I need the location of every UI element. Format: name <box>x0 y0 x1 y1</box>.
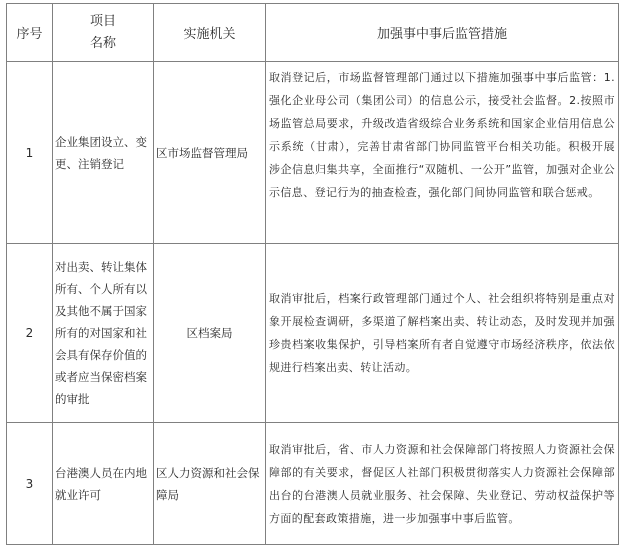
header-org: 实施机关 <box>154 4 266 62</box>
table-header-row <box>7 4 619 62</box>
row-item-name: 台港澳人员在内地就业许可 <box>53 423 154 545</box>
row-item-name: 企业集团设立、变更、注销登记 <box>53 62 154 244</box>
header-item-name-line2: 名称 <box>89 35 116 51</box>
header-measures: 加强事中事后监管措施 <box>266 4 619 62</box>
row-org: 区人力资源和社会保障局 <box>154 423 266 545</box>
row-measures: 取消登记后，市场监督管理部门通过以下措施加强事中事后监管：1.强化企业母公司（集团公司）的信息公示，接受社会监督。2.按照市场监管总局要求，升级改造省级综合业务系统和国家企业信用信息公示系统（甘肃），完善甘肃省部门协同监管平台相关功能。积极开展涉企信息归集共享，全面推行“双随机、一公开”监管，加强对企业公示信息、登记行为的抽查检查，强化部门间协同监管和联合惩戒。 <box>266 62 619 244</box>
row-seq: 1 <box>7 62 53 244</box>
table-row <box>7 62 619 244</box>
row-measures: 取消审批后，档案行政管理部门通过个人、社会组织将特别是重点对象开展检查调研，多渠道了解档案出卖、转让动态，及时发现并加强珍贵档案收集保护，引导档案所有者自觉遵守市场经济秩序，依法依规进行档案出卖、转让活动。 <box>266 244 619 423</box>
row-item-name: 对出卖、转让集体所有、个人所有以及其他不属于国家所有的对国家和社会具有保存价值的或者应当保密档案的审批 <box>53 244 154 423</box>
table-row <box>7 244 619 423</box>
header-item-name <box>53 4 154 62</box>
row-org: 区市场监督管理局 <box>154 62 266 244</box>
header-item-name-line1: 项目 <box>89 13 116 29</box>
regulatory-measures-table <box>6 3 619 545</box>
row-measures: 取消审批后，省、市人力资源和社会保障部门将按照人力资源社会保障部的有关要求，督促区人社部门积极贯彻落实人力资源社会保障部出台的台港澳人员就业服务、社会保障、失业登记、劳动权益保护等方面的配套政策措施，进一步加强事中事后监管。 <box>266 423 619 545</box>
row-seq: 2 <box>7 244 53 423</box>
row-org: 区档案局 <box>154 244 266 423</box>
table-row <box>7 423 619 545</box>
row-seq: 3 <box>7 423 53 545</box>
header-seq: 序号 <box>7 4 53 62</box>
